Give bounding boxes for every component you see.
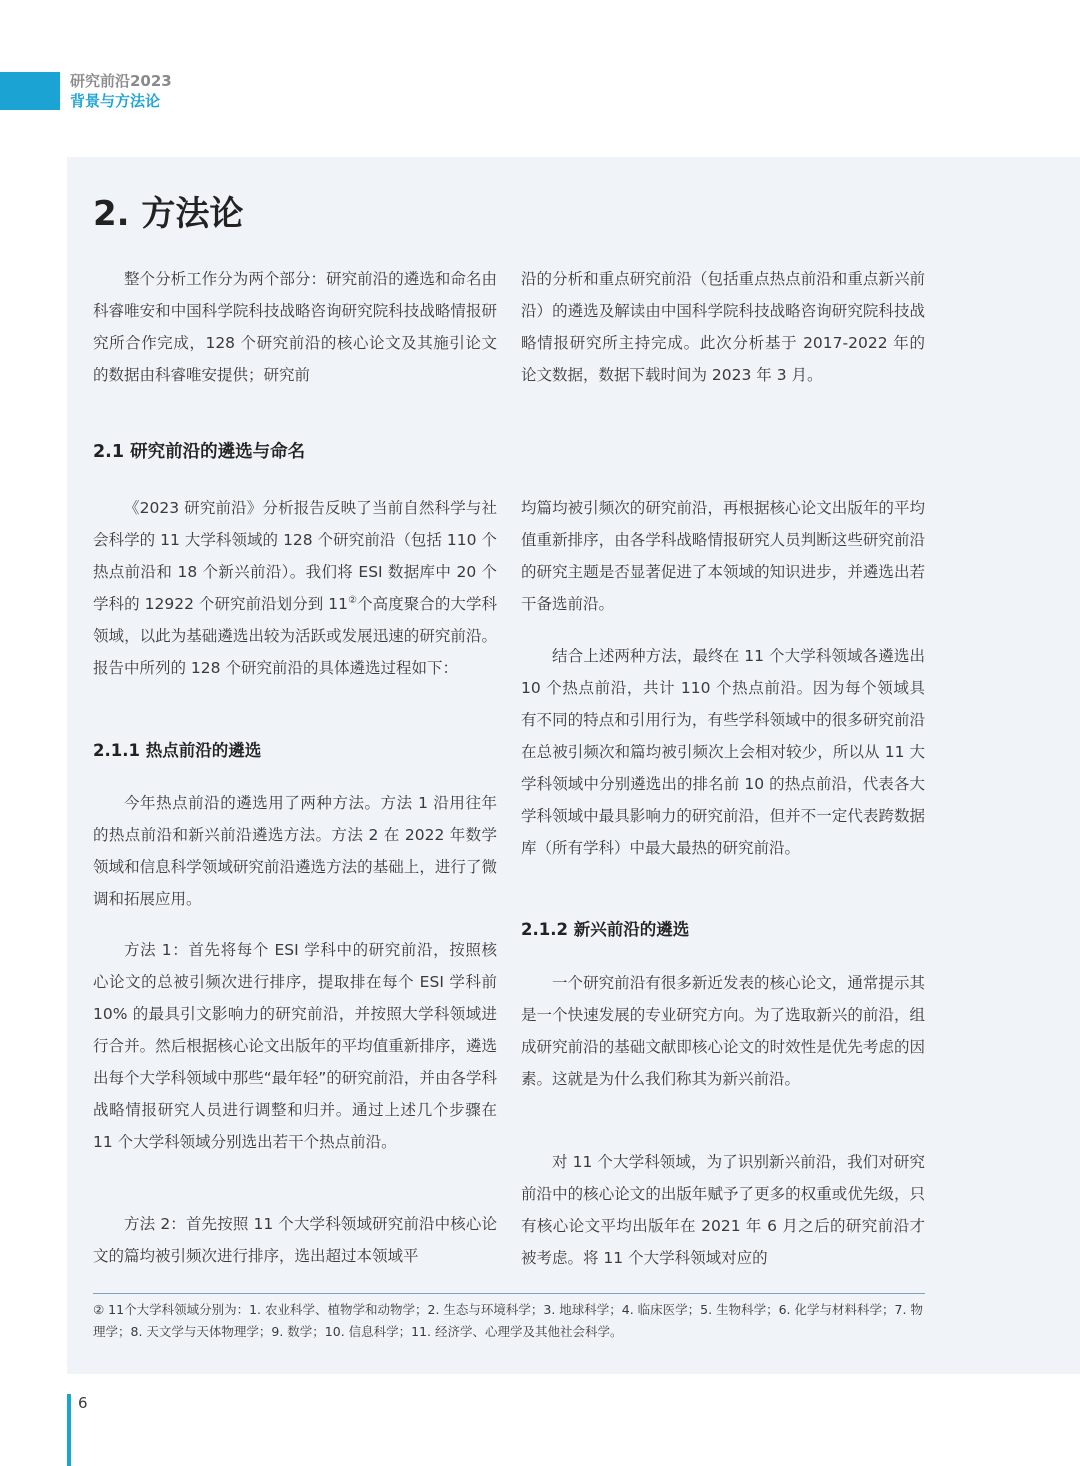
paragraph-method-2-continued: 均篇均被引频次的研究前沿，再根据核心论文出版年的平均值重新排序，由各学科战略情报研究人员判断这些研究前沿的研究主题是否显著促进了本领域的知识进步，并遴选出若干备选前沿。 xyxy=(521,499,925,613)
running-header-subtitle: 背景与方法论 xyxy=(70,92,161,110)
right-column-block-1 xyxy=(521,492,925,620)
footnote-mark: ② xyxy=(348,594,358,606)
footnote-divider xyxy=(93,1293,925,1294)
paragraph-method-2: 方法 2：首先按照 11 个大学科领域研究前沿中核心论文的篇均被引频次进行排序，选出超过本领域平 xyxy=(93,1215,497,1265)
left-column-block-3 xyxy=(93,934,497,1158)
left-column-block-4 xyxy=(93,1208,497,1272)
heading-2-1-2: 2.1.2 新兴前沿的遴选 xyxy=(521,920,690,939)
paragraph-2-1-part1: 《2023 研究前沿》分析报告反映了当前自然科学与社会科学的 11 大学科领域的 128 个研究前沿（包括 110 个热点前沿和 18 个新兴前沿）。我们将 ESI 数据库中 20 个学科的 12922 个研究前沿划分到 11 xyxy=(93,499,497,613)
paragraph-emerging-2: 对 11 个大学科领域，为了识别新兴前沿，我们对研究前沿中的核心论文的出版年赋予了更多的权重或优先级，只有核心论文平均出版年在 2021 年 6 月之后的研究前沿才被考虑。将 11 个大学科领域对应的 xyxy=(521,1153,925,1267)
intro-right-column xyxy=(521,263,925,391)
paragraph-2-1 xyxy=(93,492,497,684)
intro-paragraph-left: 整个分析工作分为两个部分：研究前沿的遴选和命名由科睿唯安和中国科学院科技战略咨询研究院科技战略情报研究所合作完成，128 个研究前沿的核心论文及其施引论文的数据由科睿唯安提供；研究前 xyxy=(93,270,497,384)
paragraph-hot-fronts-summary: 结合上述两种方法，最终在 11 个大学科领域各遴选出 10 个热点前沿，共计 110 个热点前沿。因为每个领域具有不同的特点和引用行为，有些学科领域中的很多研究前沿在总被引频次和篇均被引频次上会相对较少，所以从 11 大学科领域中分别遴选出的排名前 10 的热点前沿，代表各大学科领域中最具影响力的研究前沿，但并不一定代表跨数据库（所有学科）中最大最热的研究前沿。 xyxy=(521,647,925,857)
right-column-block-3 xyxy=(521,967,925,1095)
running-header xyxy=(70,71,172,111)
paragraph-method-1: 方法 1：首先将每个 ESI 学科中的研究前沿，按照核心论文的总被引频次进行排序，提取排在每个 ESI 学科前 10% 的最具引文影响力的研究前沿，并按照大学科领域进行合并。然后根据核心论文出版年的平均值重新排序，遴选出每个大学科领域中那些“最年轻”的研究前沿，并由各学科战略情报研究人员进行调整和归并。通过上述几个步骤在 11 个大学科领域分别选出若干个热点前沿。 xyxy=(93,941,497,1151)
right-column-block-4 xyxy=(521,1146,925,1274)
running-header-title: 研究前沿2023 xyxy=(70,72,172,90)
left-column-block-2 xyxy=(93,787,497,915)
right-column-block-2 xyxy=(521,640,925,864)
paragraph-2-1-part2: 个高度聚合的大学科领域，以此为基础遴选出较为活跃或发展迅速的研究前沿。报告中所列的 128 个研究前沿的具体遴选过程如下： xyxy=(93,595,497,677)
intro-left-column xyxy=(93,263,497,391)
heading-2-1-1: 2.1.1 热点前沿的遴选 xyxy=(93,741,262,760)
header-accent-bar xyxy=(0,72,60,110)
heading-2-1: 2.1 研究前沿的遴选与命名 xyxy=(93,442,306,462)
paragraph-emerging-1: 一个研究前沿有很多新近发表的核心论文，通常提示其是一个快速发展的专业研究方向。为了选取新兴的前沿，组成研究前沿的基础文献即核心论文的时效性是优先考虑的因素。这就是为什么我们称其为新兴前沿。 xyxy=(521,974,925,1088)
section-title: 2. 方法论 xyxy=(93,194,244,234)
footnote: ② 11个大学科领域分别为：1. 农业科学、植物学和动物学；2. 生态与环境科学；3. 地球科学；4. 临床医学；5. 生物科学；6. 化学与材料科学；7. 物理学；8. 天文学与天体物理学；9. 数学；10. 信息科学；11. 经济学、心理学及其他社会科学。 xyxy=(93,1302,923,1339)
intro-paragraph-right: 沿的分析和重点研究前沿（包括重点热点前沿和重点新兴前沿）的遴选及解读由中国科学院科技战略咨询研究院科技战略情报研究所主持完成。此次分析基于 2017-2022 年的论文数据，数据下载时间为 2023 年 3 月。 xyxy=(521,270,925,384)
page-number: 6 xyxy=(78,1394,88,1412)
page-number-bar xyxy=(67,1394,71,1466)
paragraph-2-1-1-intro: 今年热点前沿的遴选用了两种方法。方法 1 沿用往年的热点前沿和新兴前沿遴选方法。方法 2 在 2022 年数学领域和信息科学领域研究前沿遴选方法的基础上，进行了微调和拓展应用。 xyxy=(93,794,497,908)
left-column-block-1 xyxy=(93,492,497,684)
